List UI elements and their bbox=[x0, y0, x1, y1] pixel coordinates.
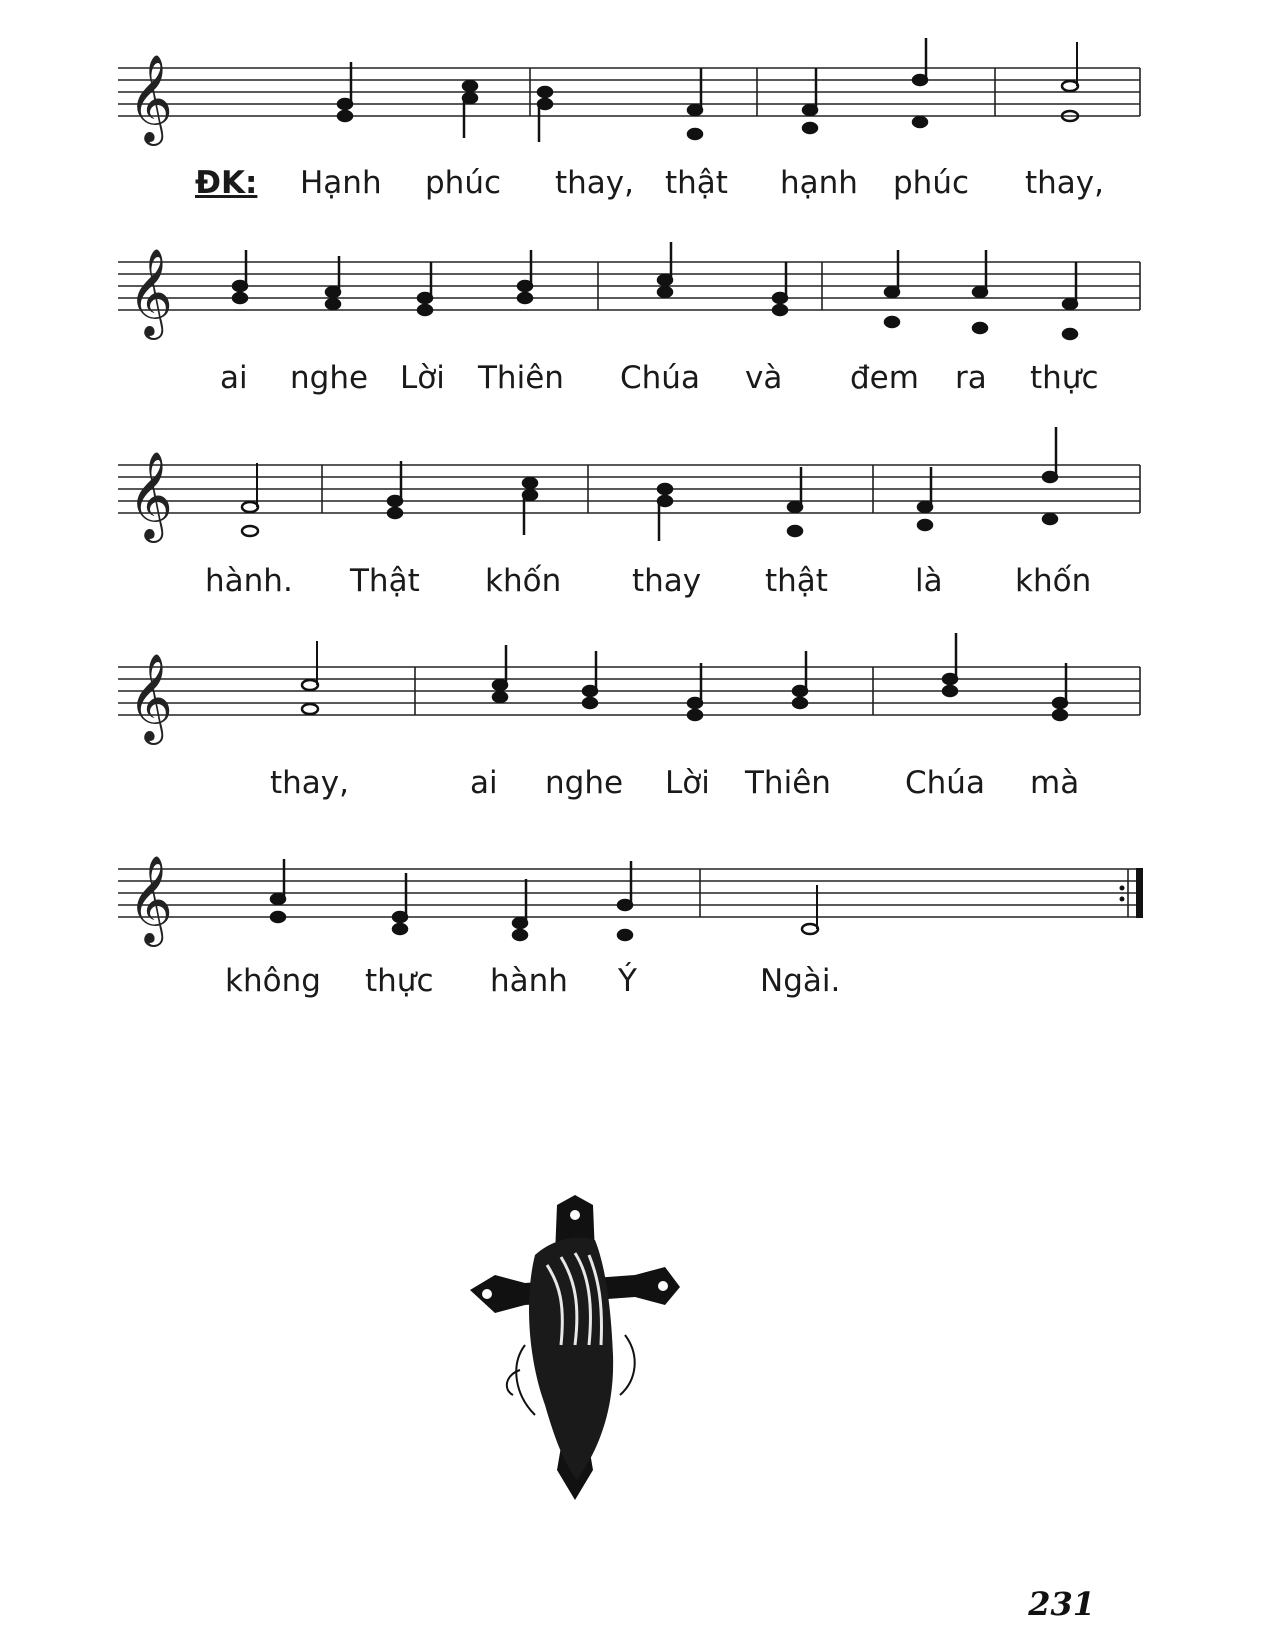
music-system-2 bbox=[0, 200, 1275, 410]
lyric-word: và bbox=[745, 360, 783, 396]
lyric-word: nghe bbox=[290, 360, 369, 396]
lyric-word: thay, bbox=[270, 765, 349, 801]
lyric-word: Thiên bbox=[478, 360, 564, 396]
lyric-word: Chúa bbox=[620, 360, 700, 396]
lyric-word: thật bbox=[665, 165, 728, 201]
lyric-word: khốn bbox=[1015, 563, 1092, 599]
lyric-word: thực bbox=[1030, 360, 1099, 396]
lyric-word: thay bbox=[632, 563, 702, 599]
lyric-word: không bbox=[225, 963, 321, 999]
lyric-word: nghe bbox=[545, 765, 624, 801]
lyric-word: hành bbox=[490, 963, 568, 999]
music-system-3 bbox=[0, 405, 1275, 615]
page-number: 231 bbox=[1028, 1585, 1095, 1623]
music-system-1 bbox=[0, 0, 1275, 210]
lyric-word: là bbox=[915, 563, 943, 599]
lyric-word: phúc bbox=[893, 165, 970, 201]
treble-clef-icon: 𝄞 bbox=[128, 450, 173, 539]
lyric-word: thay, bbox=[1025, 165, 1104, 201]
treble-clef-icon: 𝄞 bbox=[128, 854, 173, 943]
lyric-word: Ý bbox=[618, 963, 637, 999]
music-system-5 bbox=[0, 805, 1275, 1015]
praying-hands-cross-icon bbox=[465, 1195, 685, 1505]
lyric-word: Lời bbox=[400, 360, 445, 396]
lyric-word: khốn bbox=[485, 563, 562, 599]
lyric-word: Ngài. bbox=[760, 963, 841, 999]
staff-4 bbox=[0, 605, 1275, 815]
lyric-word: hạnh bbox=[780, 165, 858, 201]
staff-5 bbox=[0, 805, 1275, 1015]
lyric-word: hành. bbox=[205, 563, 293, 599]
lyric-word: đem bbox=[850, 360, 919, 396]
lyric-word: Lời bbox=[665, 765, 710, 801]
lyric-word: thay, bbox=[555, 165, 634, 201]
refrain-label: ĐK: bbox=[195, 165, 258, 201]
music-system-4 bbox=[0, 605, 1275, 815]
lyric-word: Thật bbox=[350, 563, 420, 599]
lyric-word: mà bbox=[1030, 765, 1080, 801]
treble-clef-icon: 𝄞 bbox=[128, 247, 173, 336]
lyric-word: ai bbox=[220, 360, 248, 396]
treble-clef-icon: 𝄞 bbox=[128, 652, 173, 741]
treble-clef-icon: 𝄞 bbox=[128, 53, 173, 142]
lyric-word: ra bbox=[955, 360, 987, 396]
lyric-word: thực bbox=[365, 963, 434, 999]
lyric-word: thật bbox=[765, 563, 828, 599]
lyric-word: ai bbox=[470, 765, 498, 801]
lyric-word: Thiên bbox=[745, 765, 831, 801]
lyric-word: phúc bbox=[425, 165, 502, 201]
lyric-word: Hạnh bbox=[300, 165, 382, 201]
lyric-word: Chúa bbox=[905, 765, 985, 801]
